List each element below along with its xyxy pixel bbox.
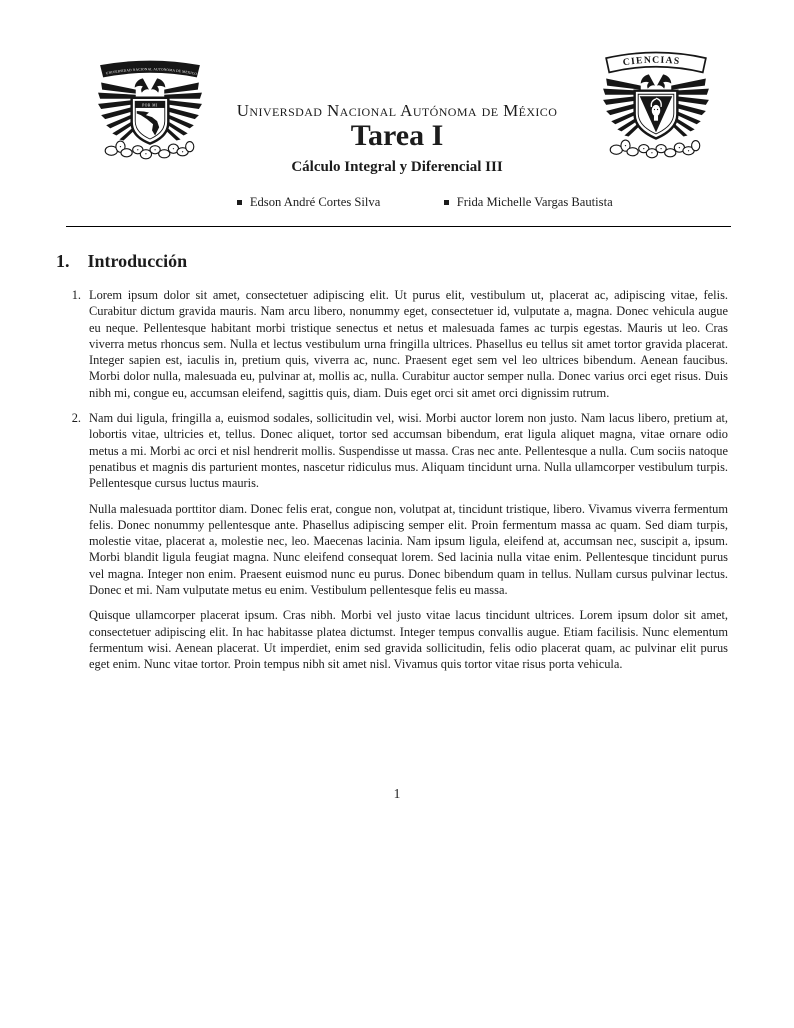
course-name: Cálculo Integral y Diferencial III — [291, 159, 503, 175]
authors-row — [28, 195, 794, 210]
list-item — [56, 410, 728, 672]
paragraph: Quisque ullamcorper placerat ipsum. Cras nibh. Morbi vel justo vitae lacus tincidunt ultrices. Lorem ipsum dolor sit amet, consectetuer adipiscing elit. In hac habitasse platea dictumst. Integer tempus convallis augue. Etiam facilisis. Nunc elementum fermentum wisi. Aenean placerat. Ut imperdiet, enim sed gravida sollicitudin, felis odio placerat quam, ac pulvinar elit purus eget enim. Nunc vitae tortor. Proin tempus nibh sit amet nisl. Vivamus quis tortor vitae risus porta vehicula. — [89, 608, 728, 672]
document-title: Tarea I — [350, 119, 444, 152]
paragraph: Lorem ipsum dolor sit amet, consectetuer adipiscing elit. Ut purus elit, vestibulum ut, placerat ac, adipiscing vitae, felis. Curabitur dictum gravida mauris. Nam arcu libero, nonummy eget, consectetuer id, vulputate a, magna. Donec vehicula augue eu neque. Pellentesque habitant morbi tristique senectus et netus et malesuada fames ac turpis egestas. Mauris ut leo. Cras viverra metus rhoncus sem. Nulla et lectus vestibulum urna fringilla ultrices. Phasellus eu tellus sit amet tortor gravida placerat. Integer sapien est, iaculis in, pretium quis, viverra ac, nunc. Praesent eget sem vel leo ultrices bibendum. Aenean faucibus. Morbi dolor nulla, malesuada eu, pulvinar at, mollis ac, nulla. Curabitur auctor semper nulla. Donec varius orci eget risus. Duis nibh mi, congue eu, accumsan eleifend, sagittis quis, diam. Duis eget orci sit amet orci dignissim rutrum. — [89, 288, 728, 400]
header-rule — [66, 226, 731, 227]
author-item — [444, 195, 612, 210]
item-body — [89, 287, 728, 401]
list-item — [56, 287, 728, 401]
square-bullet-icon — [444, 200, 449, 205]
unam-motto-text: POR MI — [142, 103, 158, 108]
paragraph: Nam dui ligula, fringilla a, euismod sodales, sollicitudin vel, wisi. Morbi auctor lorem non justo. Nam lacus libero, pretium at, lobortis vitae, ultricies et, tellus. Donec aliquet, tortor sed accumsan bibendum, erat ligula aliquet magna, vitae ornare odio metus a mi. Morbi ac orci et nisl hendrerit mollis. Suspendisse ut massa. Cras nec ante. Pellentesque a nulla. Cum sociis natoque penatibus et magnis dis parturient montes, nascetur ridiculus mus. Aliquam tincidunt urna. Nulla ullamcorper vestibulum turpis. Pellentesque cursus luctus mauris. — [89, 411, 728, 491]
item-number: 2. — [71, 411, 81, 426]
eagle-condor-heads-icon — [135, 78, 166, 92]
eagle-condor-heads-icon — [641, 74, 672, 88]
page-number: 1 — [393, 786, 401, 801]
section-heading — [56, 251, 728, 272]
numbered-list — [56, 287, 728, 673]
university-name: Universdad Nacional Autónoma de México — [236, 101, 558, 120]
ciencias-banner-text: CIENCIAS — [622, 54, 681, 69]
square-bullet-icon — [237, 200, 242, 205]
author-name: Edson André Cortes Silva — [249, 195, 381, 209]
paragraph: Nulla malesuada porttitor diam. Donec felis erat, congue non, volutpat at, tincidunt tristique, libero. Vivamus viverra fermentum felis. Donec nonummy pellentesque ante. Phasellus adipiscing semper elit. Proin fermentum massa ac quam. Sed diam turpis, molestie vitae, placerat a, molestie nec, leo. Maecenas lacinia. Nam ipsum ligula, eleifend at, accumsan nec, suscipit a, ipsum. Morbi blandit ligula feugiat magna. Nunc eleifend consequat lorem. Sed lacinia nulla vitae enim. Pellentesque tincidunt purus vel magna. Integer non enim. Praesent euismod nunc eu purus. Donec bibendum quam in tellus. Nullam cursus pulvinar lectus. Donec et mi. Nam vulputate metus eu enim. Vestibulum pellentesque felis eu massa. — [89, 501, 728, 598]
author-item — [237, 195, 380, 210]
ciencias-banner-ribbon — [606, 53, 706, 73]
author-name: Frida Michelle Vargas Bautista — [456, 195, 613, 209]
item-number: 1. — [71, 288, 81, 302]
section-title: Introducción — [87, 251, 188, 271]
section-number: 1. — [56, 251, 70, 271]
unam-banner-text: UNIVERSIDAD NACIONAL AUTONOMA DE MEXICO — [105, 67, 198, 76]
item-body — [89, 410, 728, 672]
unam-banner-ribbon — [100, 61, 200, 78]
document-body — [56, 251, 728, 682]
